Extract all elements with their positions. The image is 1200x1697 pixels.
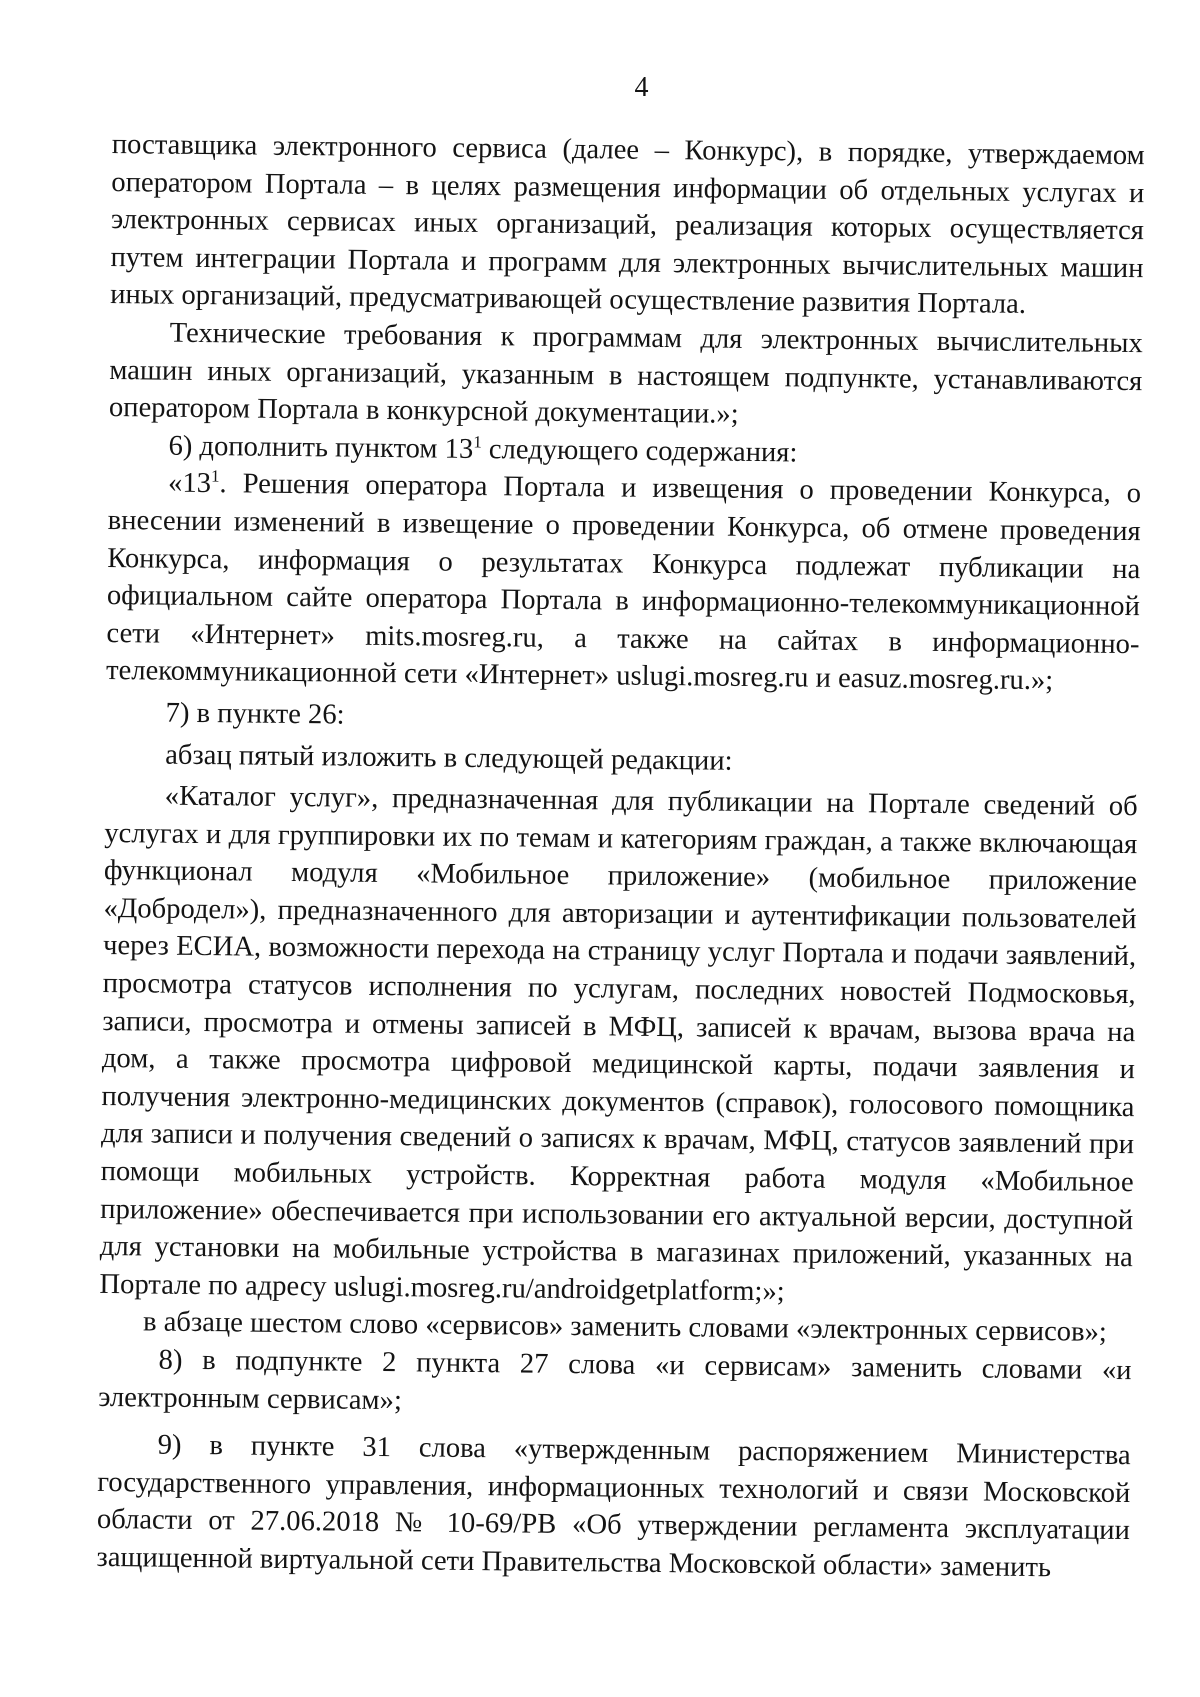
paragraph-item-8: 8) в подпункте 2 пункта 27 слова «и сервисам» заменить словами «и электронным сервисам»; — [98, 1344, 1132, 1416]
item-13-1-text-before: «13 — [167, 467, 212, 500]
item-6-text-after: следующего содержания: — [481, 433, 798, 469]
item-13-1-superscript: 1 — [211, 466, 220, 486]
item-6-superscript: 1 — [473, 432, 482, 452]
paragraph-item-7: 7) в пункте 26: — [165, 697, 345, 731]
paragraph-fifth-abzats: абзац пятый изложить в следующей редакции: — [165, 739, 733, 777]
item-6-text-before: 6) дополнить пунктом 13 — [168, 430, 474, 465]
paragraph-technical-requirements: Технические требования к программам для электронных вычислительных машин иных организаций, указанным в настоящем подпункте, устанавливаются оператором Портала в конкурсной документации.»; — [108, 317, 1143, 430]
page-number: 4 — [634, 72, 649, 103]
paragraph-services-catalog: «Каталог услуг», предназначенная для публикации на Портале сведений об услугах и для группировки их по темам и категориям граждан, а также включающая функционал модуля «Мобильное приложение» (мобильное приложение «Добродел»), предназначенного для авторизации и аутентификации пользователей через ЕСИА, возможности перехода на страницу услуг Портала и подачи заявлений, просмотра статусов исполнения по услугам, последних новостей Подмосковья, записи, просмотра и отмены записей в МФЦ, записей к врачам, вызова врача на дом, а также просмотра цифровой медицинской карты, подачи заявления и получения электронно-медицинских документов (справок), голосового помощника для записи и получения сведений о записях к врачам, МФЦ, статусов заявлений при помощи мобильных устройств. Корректная работа модуля «Мобильное приложение» обеспечивается при использовании его актуальной версии, доступной для установки на мобильные устройства в магазинах приложений, указанных на Портале по адресу uslugi.mosreg.ru/androidgetplatform;»; — [99, 780, 1138, 1308]
paragraph-item-13-1 — [106, 464, 1141, 701]
document-body — [96, 126, 1145, 1588]
item-13-1-text-after: . Решения оператора Портала и извещения о проведении Конкурса, о внесении изменений в извещение о проведении Конкурса, об отмене проведения Конкурса, информация о результатах Конкурса подлежат публикации на официальном сайте оператора Портала в информационно-телекоммуникационной сети «Интернет» mits.mosreg.ru, а также на сайтах в информационно-телекоммуникационной сети «Интернет» uslugi.mosreg.ru и easuz.mosreg.ru.»; — [105, 468, 1142, 697]
paragraph-supplier-contest: поставщика электронного сервиса (далее – Конкурс), в порядке, утверждаемом оператором Портала – в целях размещения информации об отдельных услугах и электронных сервисах иных организаций, реализация которых осуществляется путем интеграции Портала и программ для электронных вычислительных машин иных организаций, предусматривающей осуществление развития Портала. — [110, 128, 1145, 321]
paragraph-sixth-abzats: в абзаце шестом слово «сервисов» заменить словами «электронных сервисов»; — [142, 1306, 1107, 1349]
paragraph-item-9: 9) в пункте 31 слова «утвержденным распоряжением Министерства государственного управления, информационных технологий и связи Московской области от 27.06.2018 № 10-69/РВ «Об утверждении регламента эксплуатации защищенной виртуальной сети Правительства Московской области» заменить — [96, 1429, 1131, 1584]
